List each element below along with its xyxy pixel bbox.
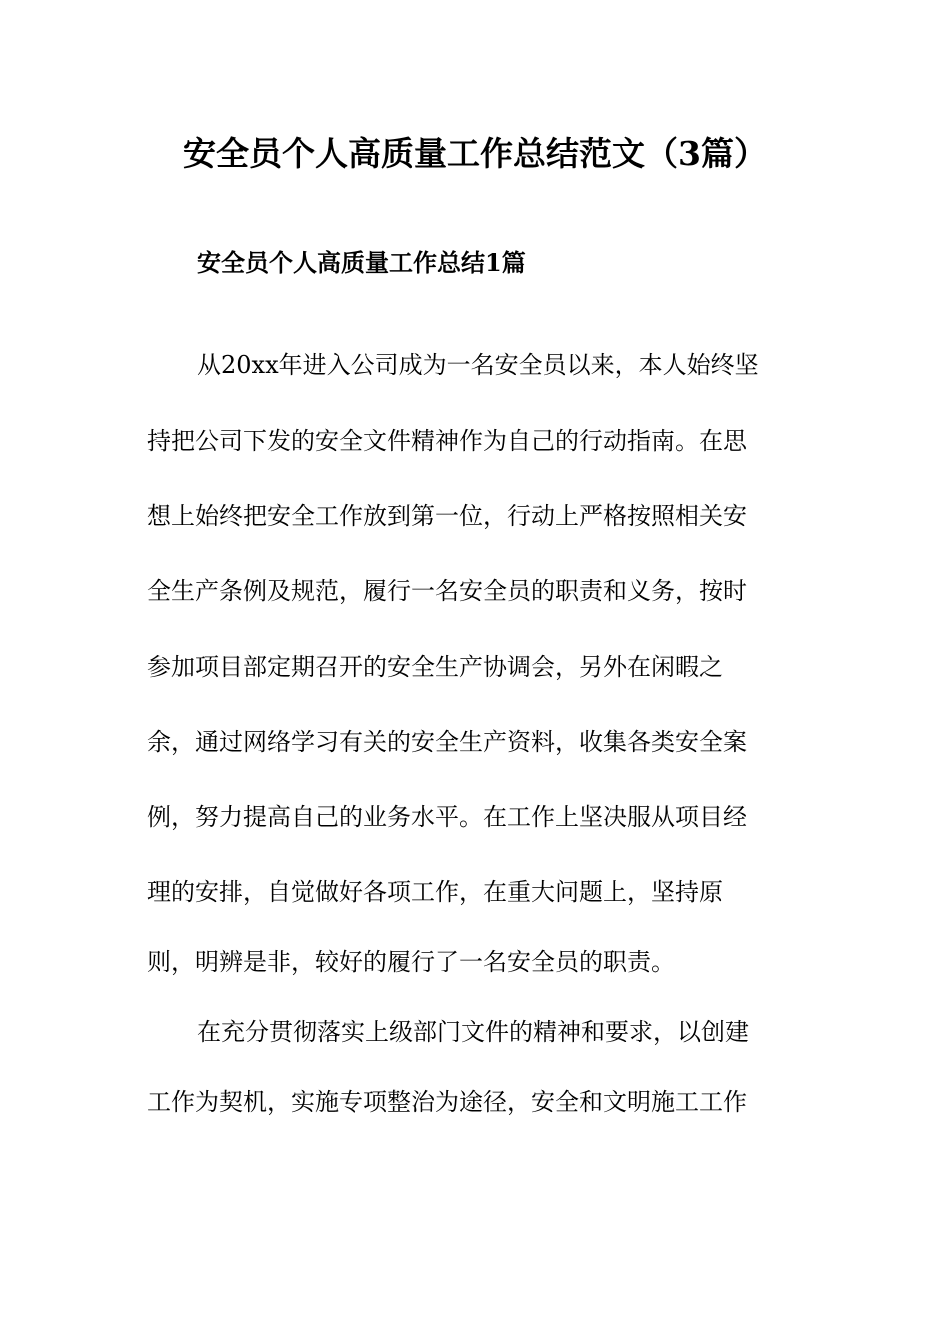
- paragraph-1-line-7: 例，努力提高自己的业务水平。在工作上坚决服从项目经: [147, 803, 747, 831]
- paragraph-2-line-2: 工作为契机，实施专项整治为途径，安全和文明施工工作: [147, 1088, 747, 1116]
- paragraph-1-line-4: 全生产条例及规范，履行一名安全员的职责和义务，按时: [147, 577, 747, 605]
- section-heading: 安全员个人高质量工作总结1篇: [197, 248, 526, 277]
- paragraph-1-line-9: 则，明辨是非，较好的履行了一名安全员的职责。: [147, 948, 675, 976]
- paragraph-1-line-5: 参加项目部定期召开的安全生产协调会，另外在闲暇之: [147, 653, 723, 681]
- paragraph-2-line-1: 在充分贯彻落实上级部门文件的精神和要求，以创建: [197, 1018, 749, 1046]
- paragraph-1-line-6: 余，通过网络学习有关的安全生产资料，收集各类安全案: [147, 728, 747, 756]
- paragraph-1-line-1: 从20xx年进入公司成为一名安全员以来，本人始终坚: [197, 351, 759, 379]
- paragraph-1-line-8: 理的安排，自觉做好各项工作，在重大问题上，坚持原: [147, 878, 723, 906]
- paragraph-1-line-3: 想上始终把安全工作放到第一位，行动上严格按照相关安: [147, 502, 747, 530]
- document-title: 安全员个人高质量工作总结范文（3篇）: [183, 134, 767, 173]
- paragraph-1-line-2: 持把公司下发的安全文件精神作为自己的行动指南。在思: [147, 427, 747, 455]
